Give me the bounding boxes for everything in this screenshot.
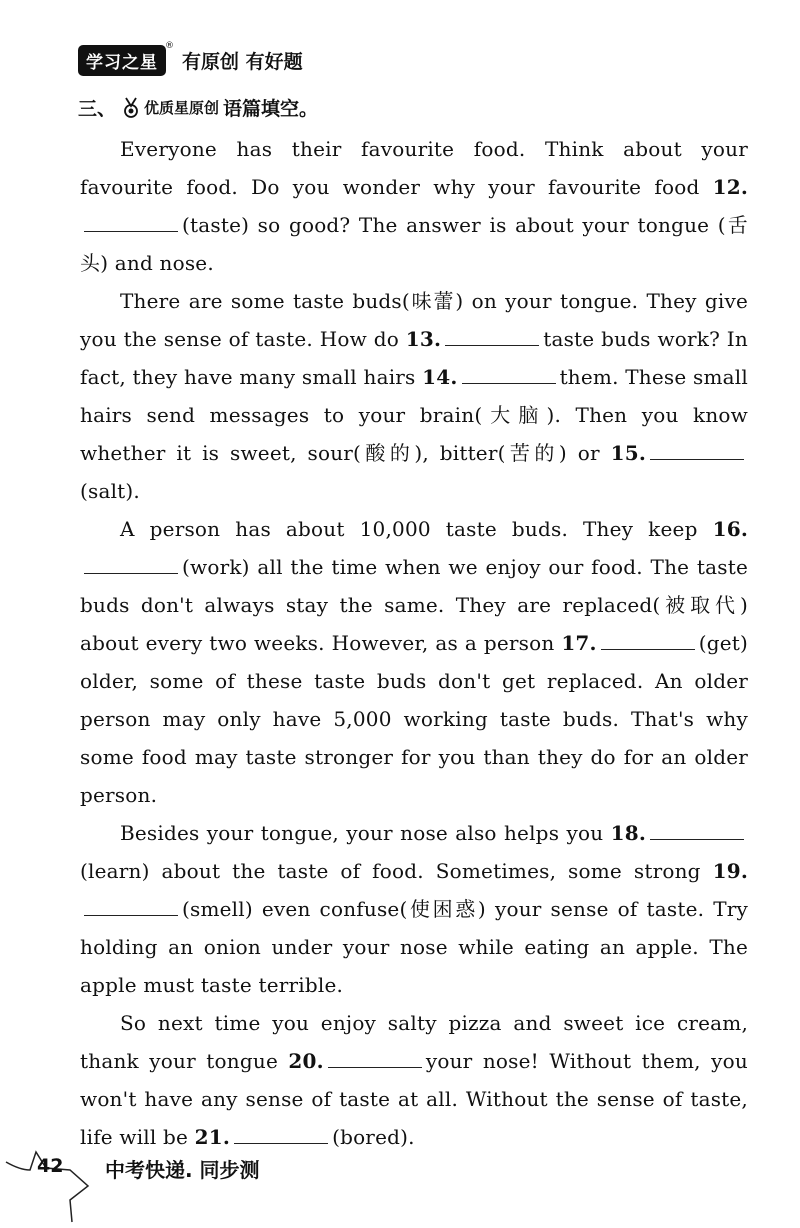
passage-text: taste buds work? In fact, they have many small hairs — [80, 327, 748, 389]
passage-text: Everyone has their favourite food. Think about your favourite food. Do you wonder why your favourite food — [80, 137, 748, 199]
page-number: 42 — [37, 1155, 64, 1177]
brand-logo — [78, 41, 175, 76]
blank-number: 21. — [194, 1125, 231, 1149]
passage-paragraph — [80, 1004, 748, 1156]
passage-text: (get) older, some of these taste buds don't get replaced. An older person may only have 5,000 working taste buds. That's why some food may taste stronger for you than they do for an older person. — [80, 631, 748, 807]
section-heading — [78, 94, 318, 121]
passage-text: (salt). — [80, 479, 140, 503]
answer-blank[interactable] — [328, 1047, 422, 1068]
passage-text: (bored). — [332, 1125, 415, 1149]
section-title: 语篇填空。 — [223, 98, 319, 120]
passage-text: (smell) even confuse(使困惑) your sense of taste. Try holding an onion under your nose while eating an apple. The apple must taste terrible. — [80, 897, 748, 997]
passage-text: So next time you enjoy salty pizza and sweet ice cream, thank your tongue — [80, 1011, 748, 1073]
blank-number: 13. — [405, 327, 442, 351]
passage-paragraph — [80, 814, 748, 1004]
blank-number: 12. — [712, 175, 748, 199]
passage-text: (work) all the time when we enjoy our food. The taste buds don't always stay the same. They are replaced(被取代) about every two weeks. However, as a person — [80, 555, 748, 655]
passage-text: A person has about 10,000 taste buds. They keep — [120, 517, 713, 541]
blank-number: 20. — [288, 1049, 324, 1073]
blank-number: 15. — [610, 441, 646, 465]
answer-blank[interactable] — [601, 629, 695, 650]
page-footer — [0, 1140, 400, 1228]
registered-mark: ® — [165, 41, 175, 51]
passage-text: (taste) so good? The answer is about your tongue (舌头) and nose. — [80, 213, 748, 275]
passage — [80, 130, 748, 1156]
answer-blank[interactable] — [84, 211, 178, 232]
passage-text: Besides your tongue, your nose also helps you — [120, 821, 611, 845]
brand-logo-text: 学习之星 — [86, 53, 158, 73]
answer-blank[interactable] — [84, 553, 178, 574]
passage-text: your nose! Without them, you won't have any sense of taste at all. Without the sense of taste, life will be — [80, 1049, 748, 1149]
passage-text: (learn) about the taste of food. Sometimes, some strong — [80, 859, 713, 883]
header-slogan: 有原创 有好题 — [182, 51, 303, 73]
blank-number: 18. — [610, 821, 646, 845]
answer-blank[interactable] — [84, 895, 178, 916]
passage-paragraph — [80, 282, 748, 510]
section-tag: 优质星原创 — [144, 99, 220, 117]
blank-number: 19. — [712, 859, 748, 883]
blank-number: 14. — [422, 365, 458, 389]
answer-blank[interactable] — [650, 439, 744, 460]
answer-blank[interactable] — [445, 325, 539, 346]
page-header — [78, 41, 303, 76]
passage-paragraph — [80, 510, 748, 814]
answer-blank[interactable] — [462, 363, 556, 384]
passage-text: them. These small hairs send messages to your brain(大脑). Then you know whether it is sweet, sour(酸的), bitter(苦的) or — [80, 365, 749, 465]
blank-number: 16. — [712, 517, 748, 541]
passage-paragraph — [80, 130, 748, 282]
medal-icon — [122, 97, 140, 119]
passage-text: There are some taste buds(味蕾) on your tongue. They give you the sense of taste. How do — [80, 289, 748, 351]
footer-title: 中考快递. 同步测 — [105, 1158, 260, 1182]
answer-blank[interactable] — [650, 819, 744, 840]
section-number: 三、 — [78, 98, 117, 120]
blank-number: 17. — [561, 631, 597, 655]
